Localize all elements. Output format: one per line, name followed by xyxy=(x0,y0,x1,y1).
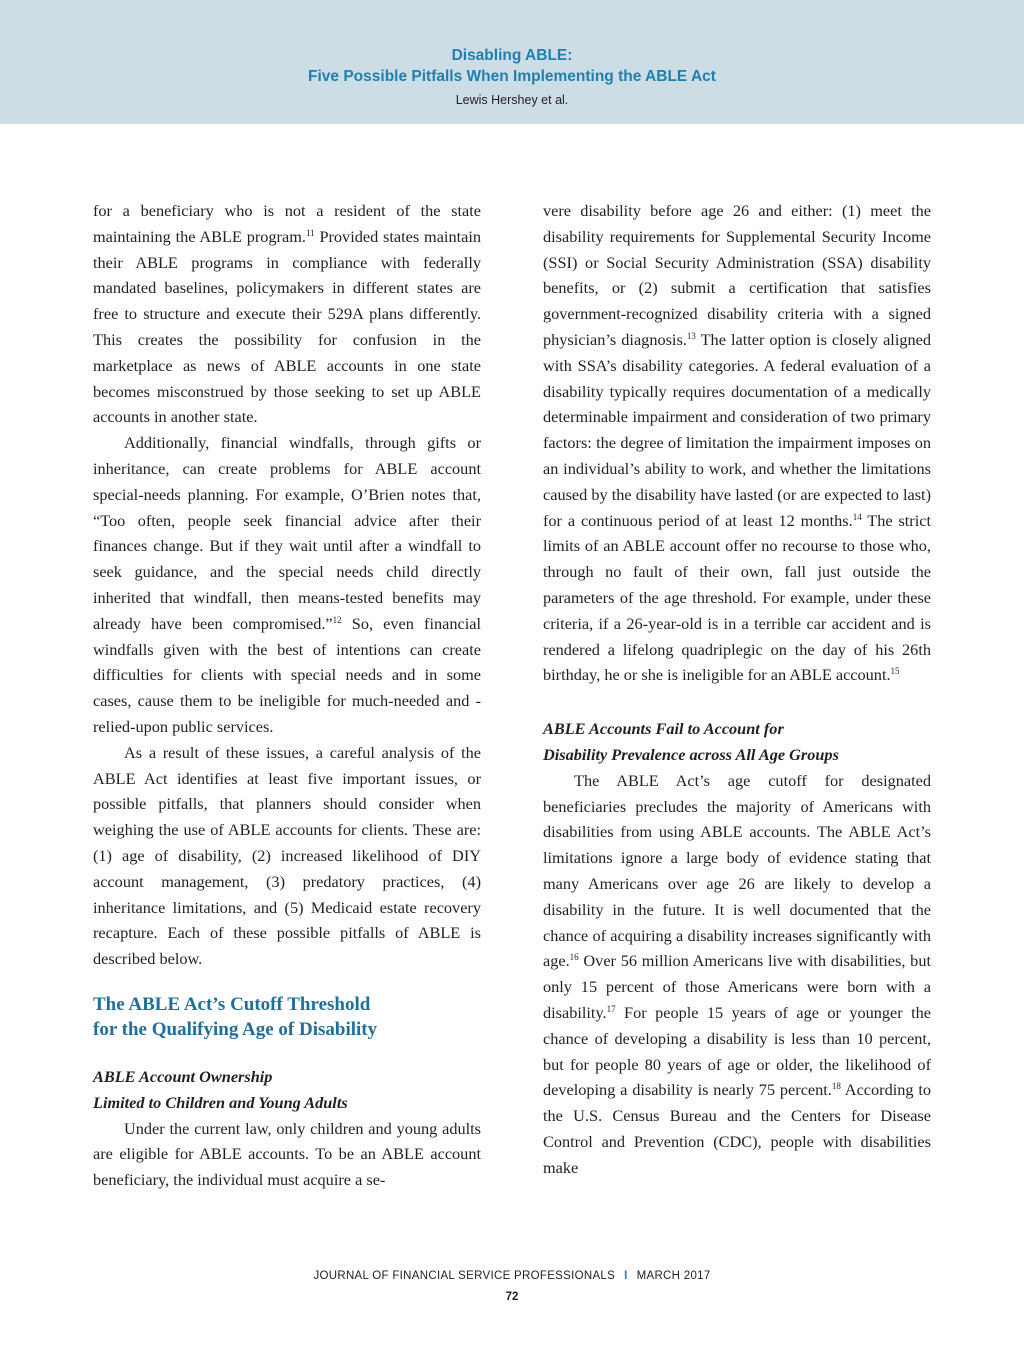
subsection-heading: ABLE Account Ownership Limited to Children and Young Adults xyxy=(93,1066,348,1112)
footnote-ref[interactable]: 17 xyxy=(606,1003,616,1014)
journal-name: JOURNAL OF FINANCIAL SERVICE PROFESSIONALS xyxy=(313,1270,616,1282)
page-footer xyxy=(0,1270,1024,1282)
footnote-ref[interactable]: 11 xyxy=(305,227,315,238)
paragraph: for a beneficiary who is not a resident of the state maintaining the ABLE program.$^{11}$ Provided states maintain their ABLE programs in compliance with federally mandated baselines, policymakers in different states are free to structure and execute their 529A plans differently. This creates the possibility for confusion in the marketplace as news of ABLE accounts in one state becomes misconstrued by those seeking to set up ABLE accounts in another state. xyxy=(93,201,481,427)
footnote-ref[interactable]: 18 xyxy=(831,1081,841,1092)
paragraph: Under the current law, only children and young adults are eligible for ABLE accounts. To be an ABLE account beneficiary, the individual must acquire a se- xyxy=(93,1118,481,1190)
paragraph: Additionally, financial windfalls, through gifts or inheritance, can create problems for ABLE account special-needs planning. For example, O’Brien notes that, “Too often, people seek financial advice after their finances change. But if they wait until after a windfall to seek guidance, and the special needs child directly inherited that windfall, then means-tested benefits may already have been compromised.”$^{12}$ So, even financial windfalls given with the best of intentions can create difficulties for clients with special needs and in some cases, cause them to be ineligible for much-needed and -relied-upon public services. xyxy=(93,433,481,736)
left-column xyxy=(93,198,481,1193)
right-column xyxy=(543,198,931,1180)
footnote-ref[interactable]: 16 xyxy=(569,952,579,963)
footnote-ref[interactable]: 15 xyxy=(890,666,900,677)
footnote-ref[interactable]: 12 xyxy=(332,614,342,625)
page-number: 72 xyxy=(505,1291,519,1303)
footer-separator: I xyxy=(624,1270,628,1282)
footnote-ref[interactable]: 13 xyxy=(686,330,696,341)
paragraph: As a result of these issues, a careful analysis of the ABLE Act identifies at least five important issues, or possible pitfalls, that planners should consider when weighing the use of ABLE accounts for clients. These are: (1) age of disability, (2) increased likelihood of DIY account management, (3) predatory practices, (4) inheritance limitations, and (5) Medicaid estate recovery recapture. Each of these possible pitfalls of ABLE is described below. xyxy=(93,742,481,969)
issue-date: MARCH 2017 xyxy=(636,1270,711,1282)
article-authors: Lewis Hershey et al. xyxy=(455,93,569,107)
paragraph: The ABLE Act’s age cutoff for designated beneficiaries precludes the majority of Americans with disabilities from using ABLE accounts. The ABLE Act’s limitations ignore a large body of evidence stating that many Americans over age 26 are likely to develop a disability in the future. It is well documented that the chance of acquiring a disability increases significantly with age.$^{16}$ Over 56 million Americans live with disabilities, but only 15 percent of those Americans were born with a disability.$^{17}$ For people 15 years of age or younger the chance of developing a disability is less than 10 percent, but for people 80 years of age or older, the likelihood of developing a disability is nearly 75 percent.$^{18}$ According to the U.S. Census Bureau and the Centers for Disease Control and Prevention (CDC), people with disabilities make xyxy=(543,770,932,1177)
article-title-line1: Disabling ABLE: xyxy=(451,47,573,64)
footnote-ref[interactable]: 14 xyxy=(852,511,862,522)
paragraph: vere disability before age 26 and either: (1) meet the disability requirements for Supplemental Security Income (SSI) or Social Security Administration (SSA) disability benefits, or (2) submit a certification that satisfies government-recognized disability criteria with a signed physician’s diagnosis.$^{13}$ The latter option is closely aligned with SSA’s disability categories. A federal evaluation of a disability typically requires documentation of a medically determinable impairment and consideration of two primary factors: the degree of limitation the impairment imposes on an individual’s ability to work, and whether the limitations caused by the disability have lasted (or are expected to last) for a continuous period of at least 12 months.$^{14}$ The strict limits of an ABLE account offer no recourse to those who, through no fault of their own, fall just outside the parameters of the age threshold. For example, under these criteria, if a 26-year-old is in a terrible car accident and is rendered a lifelong quadriplegic on the day of his 26th birthday, he or she is ineligible for an ABLE account.$^{15}$ xyxy=(543,201,932,685)
subsection-heading: ABLE Accounts Fail to Account for Disability Prevalence across All Age Groups xyxy=(543,719,839,764)
article-title-line2: Five Possible Pitfalls When Implementing the ABLE Act xyxy=(308,68,716,85)
section-heading: The ABLE Act’s Cutoff Threshold for the Qualifying Age of Disability xyxy=(93,993,378,1040)
